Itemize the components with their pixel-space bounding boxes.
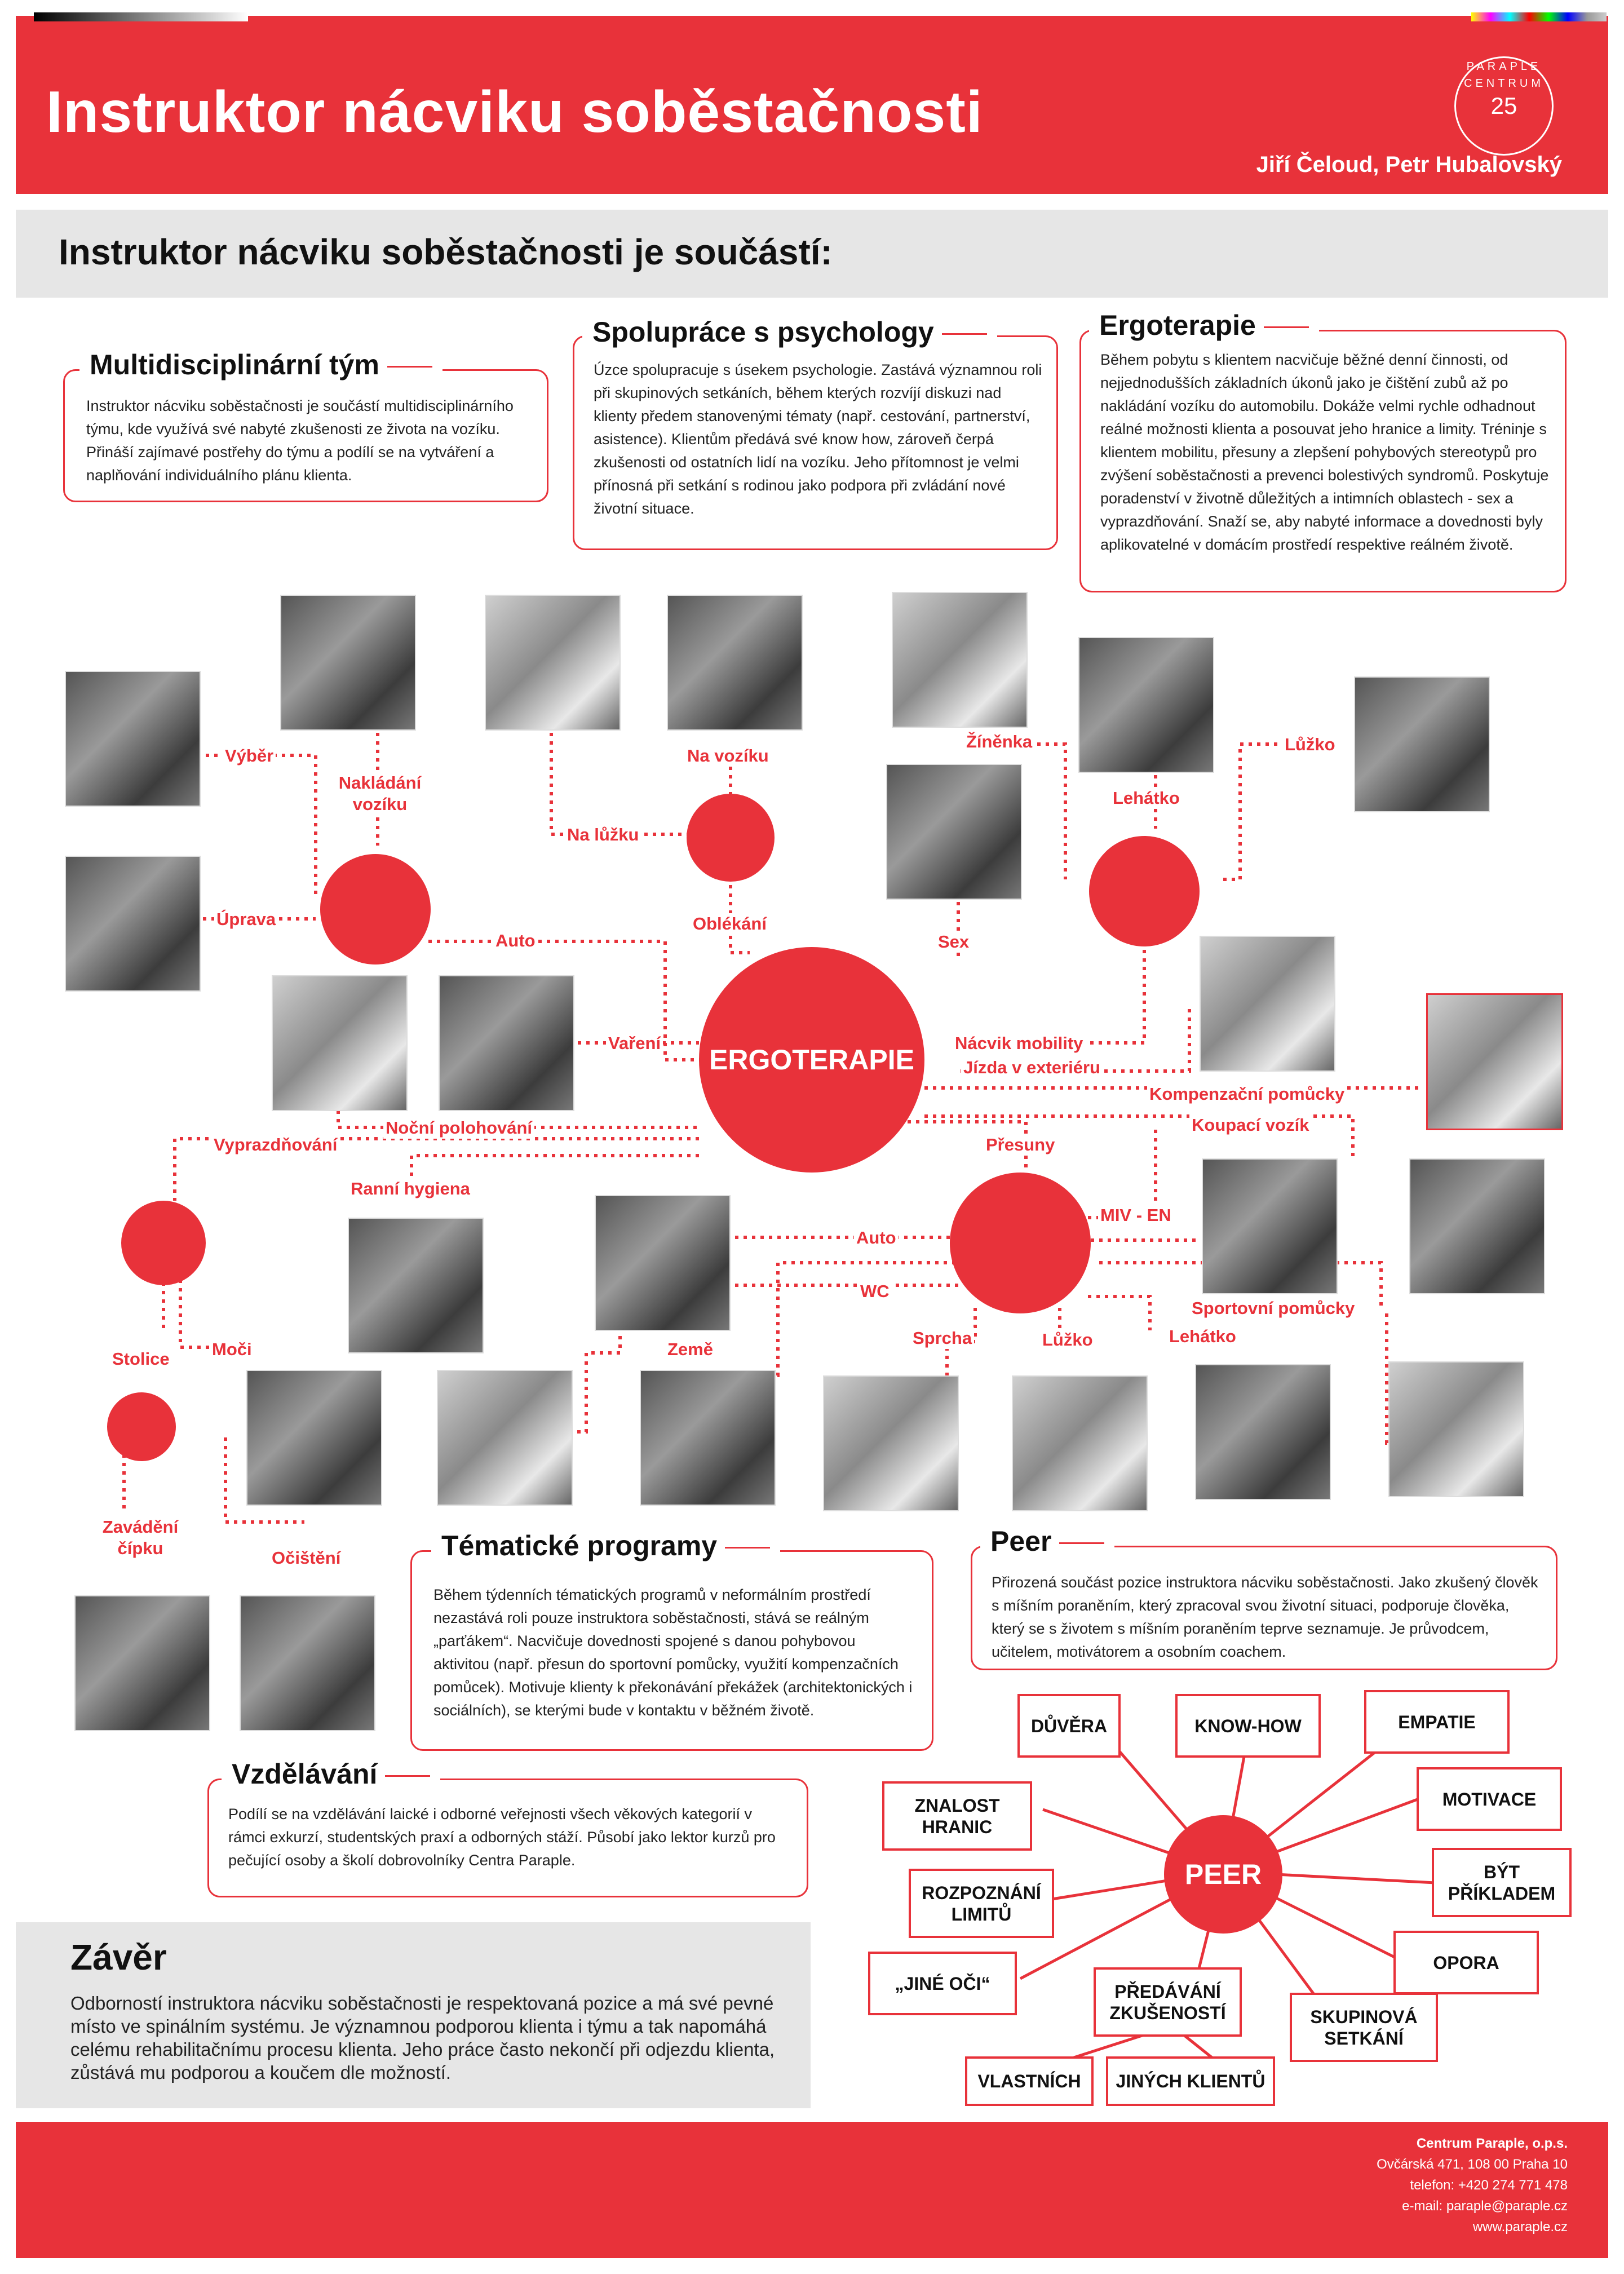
photo-cooking	[439, 975, 574, 1111]
node-vyprazdnovani-circle	[121, 1201, 206, 1285]
authors: Jiří Čeloud, Petr Hubalovský	[1256, 152, 1562, 177]
label-uprava: Úprava	[214, 909, 278, 930]
footer-contact	[1377, 2133, 1568, 2237]
photo-sport-aids	[1388, 1361, 1524, 1497]
education-title: Vzdělávání	[222, 1758, 440, 1790]
photo-cleaning	[240, 1595, 375, 1731]
conclusion-text: Odborností instruktora nácviku soběstačnosti je respektovaná pozice a má své pevné místo ve spinálním systému. Je významnou podporou klienta i týmu a tak napomáhá celému rehabilitačnímu procesu klienta. Jeho práce často nekončí při odjezdu klienta, zůstává mu podporou a koučem dle možností.	[70, 1993, 775, 2083]
center-label: ERGOTERAPIE	[709, 1044, 914, 1076]
footer-org: Centrum Paraple, o.p.s.	[1416, 2136, 1568, 2151]
ergotherapy-text: Během pobytu s klientem nacvičuje běžné denní činnosti, od nejjednodušších základních úkonů jako je čištění zubů až po nakládání vozíku do automobilu. Dokáže velmi rychle odhadnout reálné možnosti klienta a posouvat jeho hranice a limity. Tréninje s klientem mobilitu, přesuny a zlepšení pohybových stereotypů pro zvýšení soběstačnosti a prevenci bolestivých syndromů. Poskytuje poradenství v životně důležitých a intimních oblastech - sex a vyprazdňování. Snaží se, aby nabyté informace a dovednosti byly aplikovatelné v domácím prostředí respektive reálném životě.	[1100, 351, 1549, 553]
photo-night-positioning	[272, 975, 408, 1111]
label-nacvik-mobility: Nácvik mobility	[953, 1033, 1085, 1054]
photo-bed-transfer-2	[1012, 1375, 1148, 1511]
psychology-text: Úzce spolupracuje s úsekem psychologie. Zastává významnou roli při skupinových setkáních, během kterých rozvíjí diskuzi nad klienty předem stanovenými tématy (např. cestování, partnerství, asistence). Klientům předává své know how, zároveň čerpá zkušenosti od ostatních lidí na vozíku. Jeho přítomnost je velmi přínosná při setkání s rodinou jako podpora při zvládání nové životní situace.	[594, 361, 1042, 517]
node-auto-circle	[320, 854, 431, 965]
photo-suppository	[74, 1595, 210, 1731]
photo-compensation-aids	[1426, 993, 1563, 1130]
thematic-programs-box	[410, 1530, 933, 1751]
photo-bench-transfer	[1195, 1364, 1331, 1500]
peer-title: Peer	[980, 1525, 1114, 1558]
label-na-luzku: Na lůžku	[565, 824, 641, 846]
label-wc: WC	[858, 1281, 892, 1302]
peer-item-vlastnich: VLASTNÍCH	[965, 2056, 1094, 2106]
peer-item-rozpoznani: ROZPOZNÁNÍ LIMITŮ	[909, 1869, 1054, 1938]
photo-bath-chair	[1409, 1158, 1545, 1294]
label-vyprazdnovani: Vyprazdňování	[211, 1134, 339, 1156]
footer-banner	[16, 2122, 1608, 2258]
label-kompenzacni: Kompenzační pomůcky	[1147, 1083, 1347, 1105]
page-title: Instruktor nácviku soběstačnosti	[46, 79, 983, 145]
photo-morning-hygiene	[348, 1218, 484, 1353]
label-oblekani: Oblékání	[691, 913, 769, 935]
peer-item-jinych: JINÝCH KLIENTŮ	[1106, 2056, 1275, 2106]
peer-item-opora: OPORA	[1393, 1931, 1539, 1994]
multidisciplinary-title: Multidisciplinární tým	[79, 348, 442, 381]
label-vareni: Vaření	[606, 1033, 663, 1054]
label-auto-2: Auto	[854, 1227, 899, 1249]
photo-wheelchair-dressing	[667, 595, 803, 731]
label-auto-1: Auto	[493, 930, 538, 952]
node-stolice-circle	[107, 1392, 176, 1461]
node-oblekani-circle	[687, 794, 775, 882]
label-zinenka: Žíněnka	[964, 731, 1034, 753]
label-nocni: Noční polohování	[383, 1117, 534, 1139]
photo-car-loading	[280, 595, 416, 731]
label-lehatko-1: Lehátko	[1110, 788, 1182, 809]
photo-bed-dressing	[485, 595, 621, 731]
footer-phone: telefon: +420 274 771 478	[1410, 2178, 1568, 2193]
peer-item-byt-prikladem: BÝT PŘÍKLADEM	[1432, 1848, 1572, 1917]
peer-item-predavani: PŘEDÁVÁNÍ ZKUŠENOSTÍ	[1094, 1967, 1242, 2037]
photo-urination	[246, 1370, 382, 1506]
label-presuny: Přesuny	[984, 1134, 1057, 1156]
label-luzko-2: Lůžko	[1040, 1329, 1095, 1351]
label-ranni: Ranní hygiena	[348, 1178, 472, 1200]
photo-mat-gym	[892, 592, 1028, 728]
photo-car-transfer	[595, 1195, 731, 1331]
peer-item-empatie: EMPATIE	[1364, 1690, 1510, 1754]
photo-outdoor-mobility	[1200, 936, 1335, 1072]
education-text: Podílí se na vzdělávání laické i odborné veřejnosti všech věkových kategorií v rámci exkurzí, studentských praxí a odborných stáží. Působí jako lektor kurzů pro pečující osoby a školí dobrovolníky Centra Paraple.	[228, 1806, 776, 1869]
label-moci: Moči	[210, 1339, 254, 1360]
label-zavadeni: Zavádění čípku	[93, 1516, 188, 1559]
multidisciplinary-text: Instruktor nácviku soběstačnosti je součástí multidisciplinárního týmu, kde využívá své nabyté zkušenosti ze života na vozíku. Přináší zajímavé postřehy do týmu a podílí se na vytváření a naplňování individuálního plánu klienta.	[86, 397, 514, 484]
footer-web[interactable]: www.paraple.cz	[1472, 2219, 1568, 2235]
logo-text: PARAPLE CENTRUM	[1464, 60, 1544, 90]
node-presuny-circle	[950, 1173, 1091, 1313]
label-jizda: Jízda v exteriéru	[961, 1057, 1103, 1078]
psychology-title: Spolupráce s psychology	[582, 316, 997, 348]
logo-number: 25	[1490, 92, 1517, 119]
photo-shower	[823, 1375, 959, 1511]
label-sex: Sex	[936, 931, 971, 953]
node-mobility-circle	[1089, 836, 1200, 946]
label-koupaci: Koupací vozík	[1189, 1114, 1311, 1136]
section-heading: Instruktor nácviku soběstačnosti je součástí:	[59, 232, 833, 272]
peer-item-knowhow: KNOW-HOW	[1175, 1694, 1321, 1758]
label-sportovni: Sportovní pomůcky	[1189, 1298, 1357, 1319]
thematic-programs-title: Tématické programy	[431, 1529, 780, 1562]
label-miv: MIV - EN	[1098, 1205, 1174, 1226]
peer-box	[971, 1525, 1557, 1670]
photo-wheelchair-adjust	[65, 856, 201, 992]
peer-item-skupinova: SKUPINOVÁ SETKÁNÍ	[1290, 1993, 1438, 2062]
label-zeme: Země	[665, 1339, 715, 1360]
photo-wc-transfer	[640, 1370, 776, 1506]
peer-item-duvera: DŮVĚRA	[1017, 1694, 1121, 1758]
peer-center-label: PEER	[1184, 1859, 1262, 1890]
photo-bed-transfer	[1354, 676, 1490, 812]
label-lehatko-2: Lehátko	[1167, 1326, 1238, 1347]
education-box	[207, 1758, 808, 1897]
label-vyber: Výběr	[223, 745, 276, 767]
photo-floor-transfer	[437, 1370, 573, 1506]
ergotherapy-title: Ergoterapie	[1089, 309, 1319, 342]
ergotherapy-center-circle	[699, 947, 924, 1173]
photo-miv-en	[1202, 1158, 1338, 1294]
photo-car-wheelchair	[65, 671, 201, 807]
label-na-voziku: Na vozíku	[685, 745, 771, 767]
footer-address: Ovčárská 471, 108 00 Praha 10	[1377, 2157, 1568, 2172]
thematic-programs-text: Během týdenních tématických programů v neformálním prostředí nezastává roli pouze instruktora soběstačnosti, stává se reálným „parťákem“. Nacvičuje dovednosti spojené s danou pohybovou aktivitou (např. přesun do sportovní pomůcky, využití kompenzačních pomůcek). Motivuje klienty k překonávání překážek (architektonických i sociálních), se kterými bude v kontaktu v běžném životě.	[433, 1586, 913, 1719]
photo-sex-consult	[886, 764, 1022, 900]
footer-email[interactable]: e-mail: paraple@paraple.cz	[1402, 2198, 1568, 2214]
label-luzko-1: Lůžko	[1282, 734, 1338, 755]
label-stolice: Stolice	[110, 1348, 172, 1370]
peer-text: Přirozená součást pozice instruktora nácviku soběstačnosti. Jako zkušený člověk s míšním poraněním, který zpracoval svou životní situaci, podporuje člověka, který se s životem s míšním poraněním teprve seznamuje. Je průvodcem, učitelem, motivátorem a osobním coachem.	[992, 1574, 1538, 1660]
label-nakladani: Nakládání vozíku	[327, 772, 433, 815]
label-ocisteni: Očištění	[269, 1547, 343, 1569]
conclusion-title: Závěr	[70, 1937, 167, 1977]
peer-item-znalost: ZNALOST HRANIC	[882, 1781, 1032, 1851]
peer-item-jine-oci: „JINÉ OČI“	[868, 1952, 1017, 2015]
label-sprcha: Sprcha	[910, 1328, 974, 1349]
peer-center-circle	[1164, 1815, 1282, 1934]
photo-therapy-bench	[1078, 637, 1214, 773]
peer-item-motivace: MOTIVACE	[1417, 1767, 1562, 1831]
